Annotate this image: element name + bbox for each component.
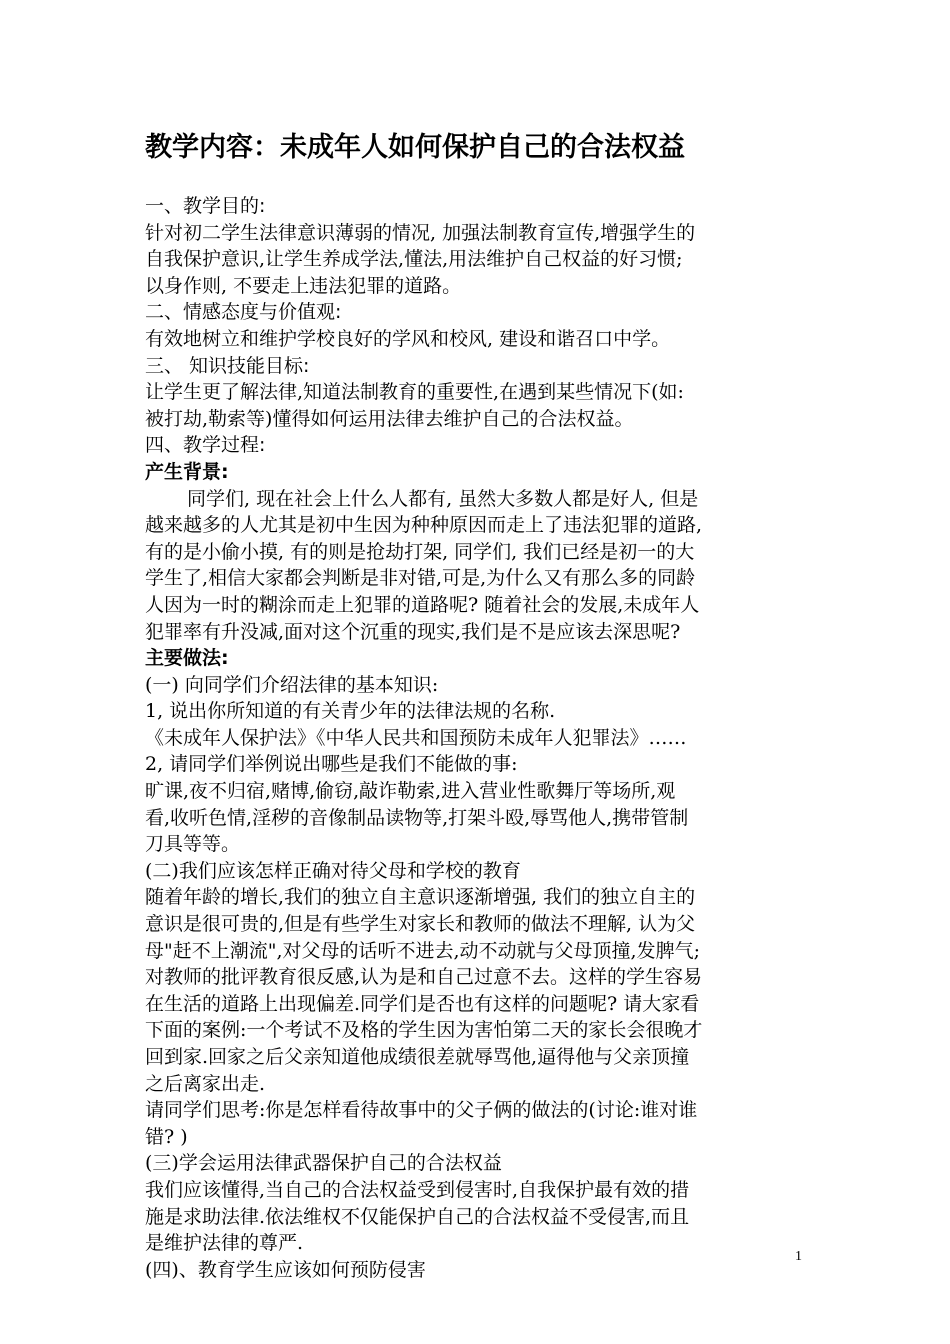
body-line: 下面的案例:一个考试不及格的学生因为害怕第二天的家长会很晚才 [145, 1019, 703, 1042]
body-line: 请同学们思考:你是怎样看待故事中的父子俩的做法的(讨论:谁对谁 [145, 1099, 698, 1122]
body-line: 有的是小偷小摸, 有的则是抢劫打架, 同学们, 我们已经是初一的大 [145, 540, 695, 563]
body-line: (二)我们应该怎样正确对待父母和学校的教育 [145, 859, 521, 882]
document-body [145, 193, 825, 1283]
body-line: 1, 说出你所知道的有关青少年的法律法规的名称. [145, 700, 556, 723]
body-line: 让学生更了解法律,知道法制教育的重要性,在遇到某些情况下(如: [145, 381, 684, 404]
body-line: 越来越多的人尤其是初中生因为种种原因而走上了违法犯罪的道路, [145, 514, 703, 537]
body-line: 之后离家出走. [145, 1072, 266, 1095]
body-line: (四)、教育学生应该如何预防侵害 [145, 1258, 426, 1281]
body-line: 意识是很可贵的,但是有些学生对家长和教师的做法不理解, 认为父 [145, 913, 696, 936]
document-title: 教学内容：未成年人如何保护自己的合法权益 [145, 132, 685, 163]
body-line: 旷课,夜不归宿,赌博,偷窃,敲诈勒索,进入营业性歌舞厅等场所,观 [145, 780, 676, 803]
body-line: 自我保护意识,让学生养成学法,懂法,用法维护自己权益的好习惯; [145, 248, 683, 271]
body-line: 随着年龄的增长,我们的独立自主意识逐渐增强, 我们的独立自主的 [145, 886, 696, 909]
body-line: 人因为一时的糊涂而走上犯罪的道路呢? 随着社会的发展,未成年人 [145, 593, 700, 616]
section-heading: 三、 知识技能目标: [145, 354, 310, 377]
body-line: 施是求助法律.依法维权不仅能保护自己的合法权益不受侵害,而且 [145, 1205, 690, 1228]
body-line: (三)学会运用法律武器保护自己的合法权益 [145, 1152, 502, 1175]
body-line: 看,收听色情,淫秽的音像制品读物等,打架斗殴,辱骂他人,携带管制 [145, 806, 689, 829]
body-line: 母"赶不上潮流",对父母的话听不进去,动不动就与父母顶撞,发脾气; [145, 939, 701, 962]
section-heading: 二、情感态度与价值观: [145, 301, 342, 324]
body-line: 针对初二学生法律意识薄弱的情况, 加强法制教育宣传,增强学生的 [145, 221, 696, 244]
body-line: (一) 向同学们介绍法律的基本知识: [145, 673, 439, 696]
body-line: 被打劫,勒索等)懂得如何运用法律去维护自己的合法权益。 [145, 407, 634, 430]
body-line: 《未成年人保护法》《中华人民共和国预防未成年人犯罪法》…… [145, 726, 687, 749]
body-line: 错? ) [145, 1125, 188, 1148]
body-line: 以身作则, 不要走上违法犯罪的道路。 [145, 274, 462, 297]
section-heading: 一、教学目的: [145, 195, 266, 217]
body-line: 学生了,相信大家都会判断是非对错,可是,为什么又有那么多的同龄 [145, 567, 696, 590]
body-line: 回到家.回家之后父亲知道他成绩很差就辱骂他,逼得他与父亲顶撞 [145, 1046, 690, 1068]
page-number: 1 [795, 1249, 802, 1264]
body-line: 2, 请同学们举例说出哪些是我们不能做的事: [145, 753, 518, 776]
sub-heading: 主要做法: [145, 647, 229, 670]
body-line: 在生活的道路上出现偏差.同学们是否也有这样的问题呢? 请大家看 [145, 992, 700, 1015]
body-line: 犯罪率有升没减,面对这个沉重的现实,我们是不是应该去深思呢? [145, 620, 681, 643]
body-line: 刀具等等。 [145, 833, 241, 856]
body-line: 同学们, 现在社会上什么人都有, 虽然大多数人都是好人, 但是 [187, 487, 699, 510]
body-line: 是维护法律的尊严. [145, 1232, 304, 1255]
sub-heading: 产生背景: [145, 460, 229, 483]
body-line: 我们应该懂得,当自己的合法权益受到侵害时,自我保护最有效的措 [145, 1178, 690, 1201]
body-line: 有效地树立和维护学校良好的学风和校风, 建设和谐召口中学。 [145, 327, 671, 350]
body-line: 对教师的批评教育很反感,认为是和自己过意不去。这样的学生容易 [145, 966, 703, 989]
section-heading: 四、教学过程: [145, 434, 266, 457]
